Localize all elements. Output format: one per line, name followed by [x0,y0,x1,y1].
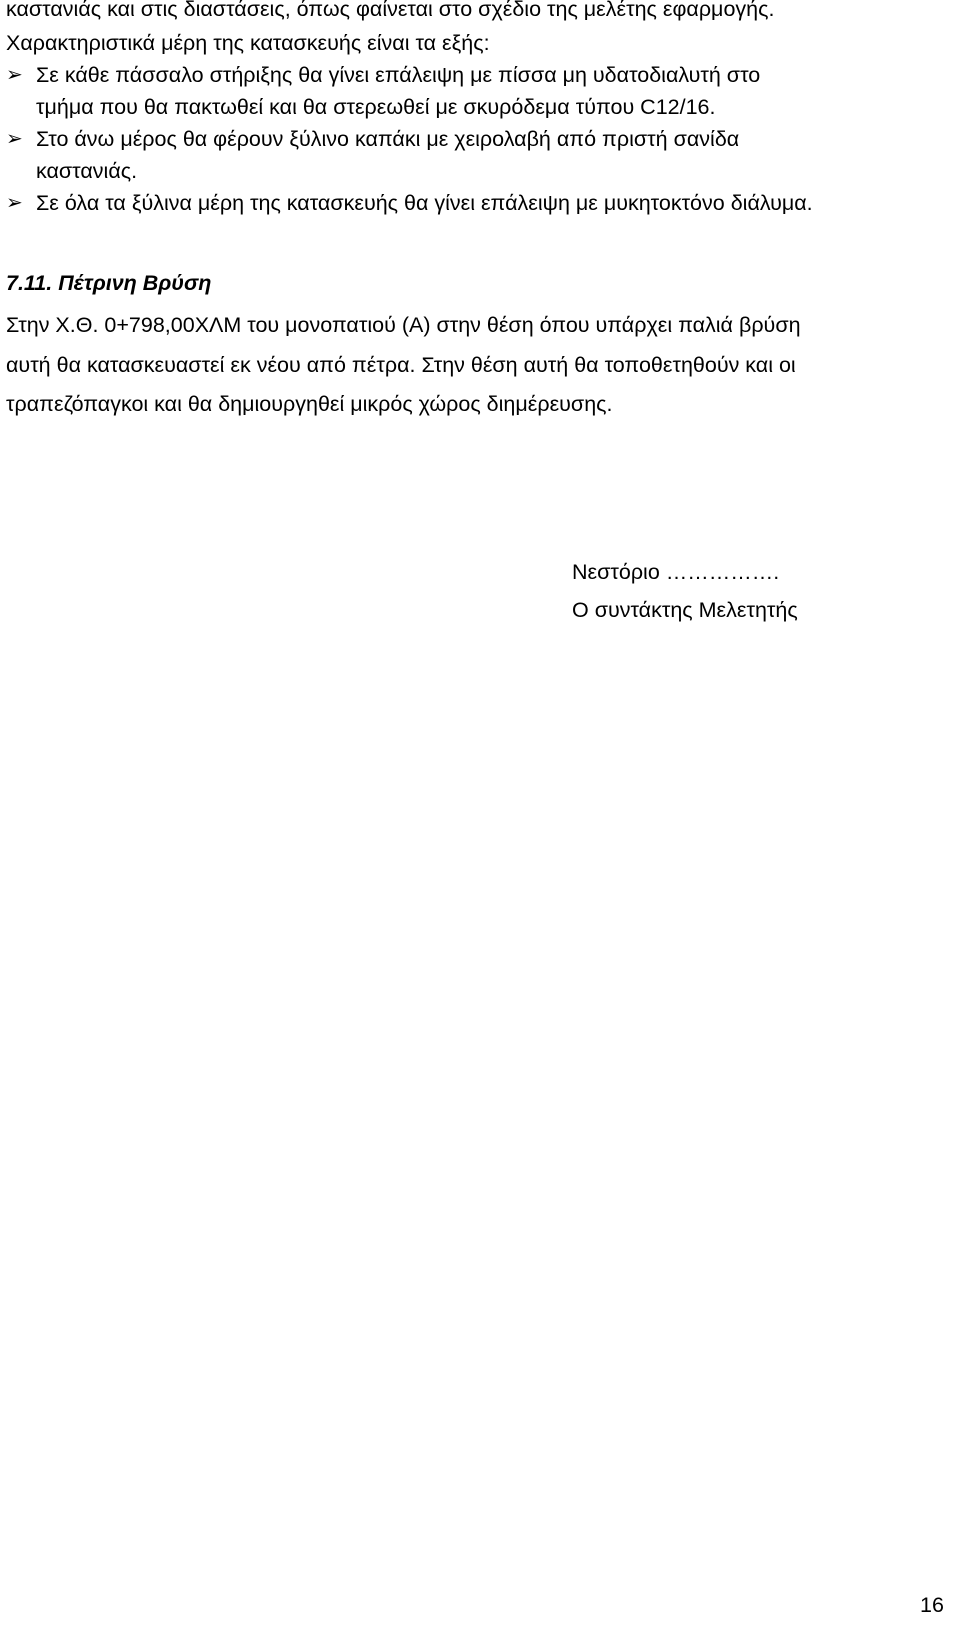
paragraph-line: αυτή θα κατασκευαστεί εκ νέου από πέτρα. Στην θέση αυτή θα τοποθετηθούν και οι [6,353,796,377]
page-number: 16 [920,1593,944,1617]
arrow-bullet-icon: ➢ [6,128,23,150]
list-item-line: καστανιάς. [36,159,138,183]
list-item-line: Σε κάθε πάσσαλο στήριξης θα γίνει επάλειψη με πίσσα μη υδατοδιαλυτή στο [36,63,761,87]
paragraph-line: Στην Χ.Θ. 0+798,00ΧΛΜ του μονοπατιού (Α) στην θέση όπου υπάρχει παλιά βρύση [6,313,801,337]
list-item-line: Σε όλα τα ξύλινα μέρη της κατασκευής θα γίνει επάλειψη με μυκητοκτόνο διάλυμα. [36,191,813,215]
features-title: Χαρακτηριστικά μέρη της κατασκευής είναι τα εξής: [6,31,490,55]
arrow-bullet-icon: ➢ [6,192,23,214]
list-item-line: τμήμα που θα πακτωθεί και θα στερεωθεί με σκυρόδεμα τύπου C12/16. [36,95,716,119]
signature-place-date: Νεστόριο ……………. [572,560,780,584]
arrow-bullet-icon: ➢ [6,64,23,86]
list-item-line: Στο άνω μέρος θα φέρουν ξύλινο καπάκι με χειρολαβή από πριστή σανίδα [36,127,740,151]
signature-role: Ο συντάκτης Μελετητής [572,598,798,622]
intro-line: καστανιάς και στις διαστάσεις, όπως φαίνεται στο σχέδιο της μελέτης εφαρμογής. [6,0,775,21]
section-heading: 7.11. Πέτρινη Βρύση [6,271,212,295]
paragraph-line: τραπεζόπαγκοι και θα δημιουργηθεί μικρός χώρος διημέρευσης. [6,392,613,416]
